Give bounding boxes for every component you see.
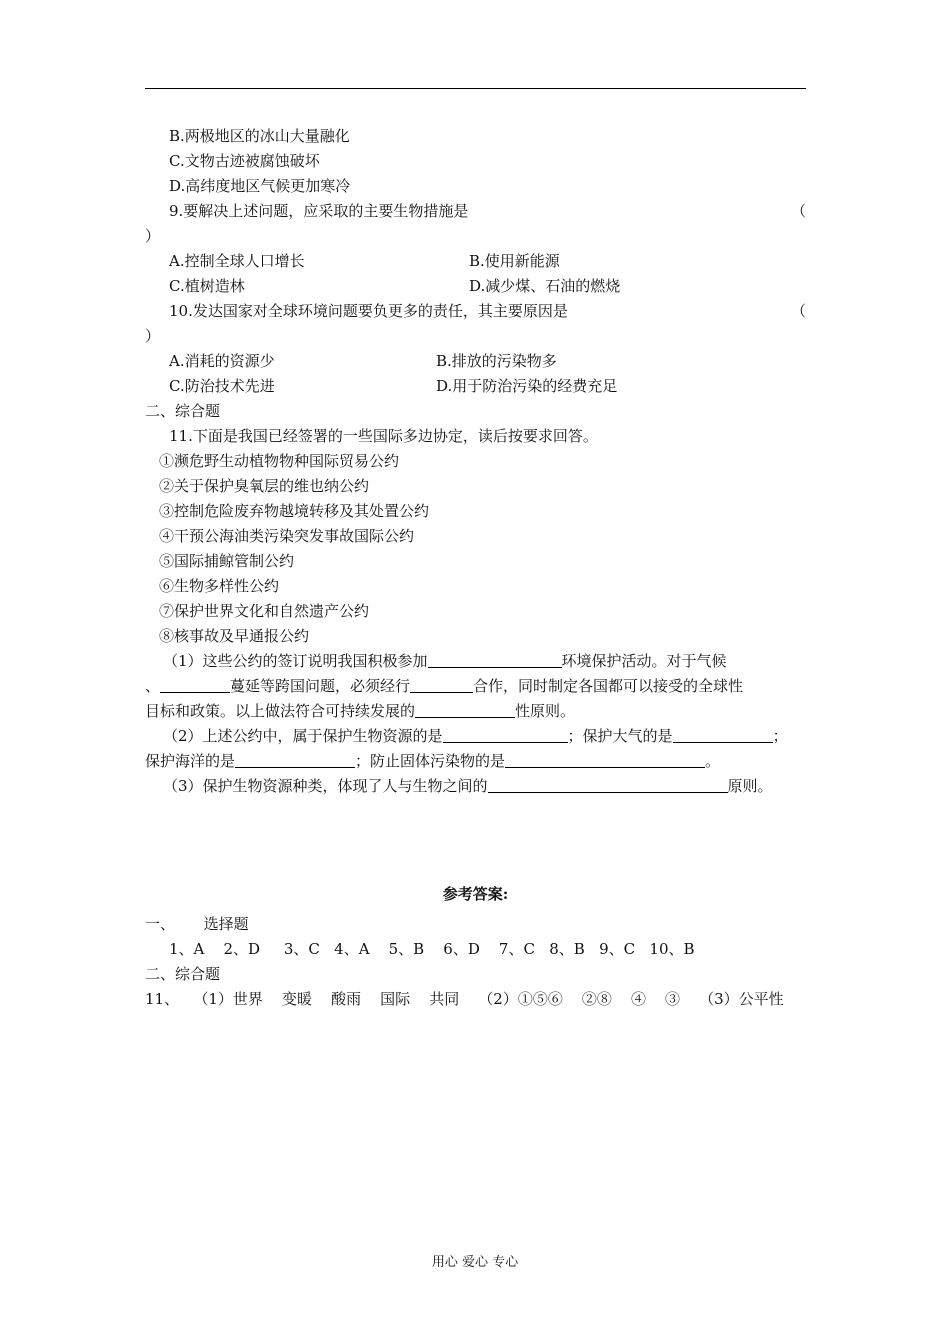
q11-part2-line1 bbox=[145, 724, 806, 749]
q10-option-d: D.用于防治污染的经费充足 bbox=[436, 377, 618, 395]
q11-part1-line3 bbox=[145, 699, 806, 724]
q11-part3-text: （3）保护生物资源种类，体现了人与生物之间的 bbox=[163, 777, 488, 795]
q11-item: ⑦保护世界文化和自然遗产公约 bbox=[159, 602, 370, 620]
q11-part1-text: 蔓延等跨国问题，必须经行 bbox=[230, 677, 411, 695]
q11-part2-text: （2）上述公约中，属于保护生物资源的是 bbox=[163, 727, 443, 745]
q11-part3-text: 原则。 bbox=[727, 777, 773, 795]
q11-part2-text: 保护海洋的是 bbox=[145, 752, 236, 770]
answers-section-2: 二、综合题 bbox=[145, 965, 221, 983]
q11-part1-line1 bbox=[145, 649, 806, 674]
answer-blank[interactable] bbox=[410, 677, 473, 693]
q11-part2-text: 。 bbox=[705, 752, 721, 770]
q9-option-b: B.使用新能源 bbox=[469, 252, 560, 270]
q11-part2-text: ；防止固体污染物的是 bbox=[355, 752, 506, 770]
q9-paren-open: （ bbox=[790, 202, 806, 220]
q11-part1-text: （1）这些公约的签订说明我国积极参加 bbox=[163, 652, 428, 670]
q11-part1-line2 bbox=[145, 674, 806, 699]
q11-part2-text: ； bbox=[772, 727, 788, 745]
q11-part1-text: 目标和政策。以上做法符合可持续发展的 bbox=[145, 702, 416, 720]
q11-part1-text: 环境保护活动。对于气候 bbox=[561, 652, 727, 670]
q8-option-b: B.两极地区的冰山大量融化 bbox=[169, 127, 350, 145]
q11-part1-text: 合作，同时制定各国都可以接受的全球性 bbox=[473, 677, 744, 695]
q9-option-a: A.控制全球人口增长 bbox=[169, 252, 305, 270]
answer-blank[interactable] bbox=[415, 702, 515, 718]
q10-paren-open: （ bbox=[790, 302, 806, 320]
q11-stem: 11.下面是我国已经签署的一些国际多边协定，读后按要求回答。 bbox=[169, 427, 598, 445]
q11-part3-line bbox=[145, 774, 806, 799]
answers-title: 参考答案: bbox=[442, 885, 509, 903]
q11-item: ③控制危险废弃物越境转移及其处置公约 bbox=[159, 502, 430, 520]
header-rule bbox=[145, 88, 806, 89]
answer-blank[interactable] bbox=[673, 727, 773, 743]
q11-item: ⑤国际捕鲸管制公约 bbox=[159, 552, 295, 570]
answer-blank[interactable] bbox=[505, 752, 705, 768]
section-heading: 二、综合题 bbox=[145, 402, 221, 420]
answers-q11: 11、 （1）世界 变暖 酸雨 国际 共同 （2）①⑤⑥ ②⑧ ④ ③ （3）公平性 bbox=[145, 990, 784, 1008]
q8-option-d: D.高纬度地区气候更加寒冷 bbox=[169, 177, 351, 195]
q10-paren-close: ） bbox=[145, 327, 161, 345]
q11-part1-text: 性原则。 bbox=[515, 702, 576, 720]
q9-stem bbox=[145, 199, 806, 224]
q10-option-a: A.消耗的资源少 bbox=[169, 352, 275, 370]
q9-options-row-1 bbox=[145, 249, 806, 274]
q8-option-c: C.文物古迹被腐蚀破坏 bbox=[169, 152, 320, 170]
answer-blank[interactable] bbox=[443, 727, 568, 743]
q11-item: ①濒危野生动植物物种国际贸易公约 bbox=[159, 452, 400, 470]
q10-option-c: C.防治技术先进 bbox=[169, 377, 275, 395]
answer-blank[interactable] bbox=[160, 677, 230, 693]
answer-blank[interactable] bbox=[428, 652, 562, 668]
answer-blank[interactable] bbox=[235, 752, 355, 768]
q11-part1-text: 、 bbox=[145, 677, 161, 695]
answers-section-1: 一、 选择题 bbox=[145, 915, 249, 933]
q10-option-b: B.排放的污染物多 bbox=[436, 352, 557, 370]
q11-item: ⑧核事故及早通报公约 bbox=[159, 627, 310, 645]
q11-part2-text: ；保护大气的是 bbox=[567, 727, 673, 745]
page-footer: 用心 爱心 专心 bbox=[431, 1255, 519, 1270]
q9-stem-text: 9.要解决上述问题，应采取的主要生物措施是 bbox=[169, 202, 469, 220]
spacer bbox=[145, 799, 806, 882]
document-body bbox=[145, 124, 806, 1012]
q10-stem bbox=[145, 299, 806, 324]
q10-stem-text: 10.发达国家对全球环境问题要负更多的责任，其主要原因是 bbox=[169, 302, 568, 320]
answer-blank[interactable] bbox=[488, 777, 728, 793]
q9-options-row-2 bbox=[145, 274, 806, 299]
q11-item: ⑥生物多样性公约 bbox=[159, 577, 280, 595]
q11-item: ②关于保护臭氧层的维也纳公约 bbox=[159, 477, 370, 495]
q11-part2-line2 bbox=[145, 749, 806, 774]
q10-options-row-2 bbox=[145, 374, 806, 399]
q9-paren-close: ） bbox=[145, 227, 161, 245]
q10-options-row-1 bbox=[145, 349, 806, 374]
q11-item: ④干预公海油类污染突发事故国际公约 bbox=[159, 527, 415, 545]
answers-choices: 1、A 2、D 3、C 4、A 5、B 6、D 7、C 8、B 9、C 10、B bbox=[169, 940, 695, 958]
q9-option-c: C.植树造林 bbox=[169, 277, 245, 295]
q9-option-d: D.减少煤、石油的燃烧 bbox=[469, 277, 621, 295]
